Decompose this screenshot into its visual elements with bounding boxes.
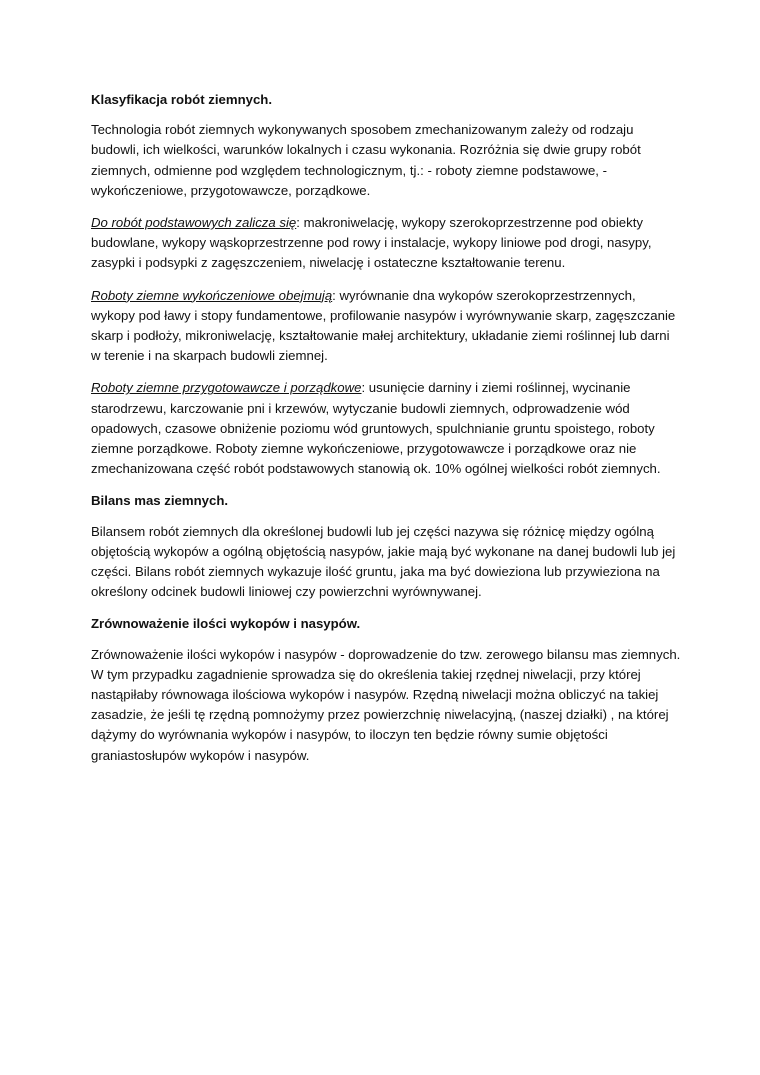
section-heading-zrownowazenie: Zrównoważenie ilości wykopów i nasypów. <box>91 616 361 632</box>
paragraph-zrownowazenie-text: Zrównoważenie ilości wykopów i nasypów - doprowadzenie do tzw. zerowego bilansu mas ziemnych. W tym przypadku zagadnienie sprowadza się do określenia takiej rzędnej niwelacji, przy której nastąpiłaby równowaga ilościowa wykopów i nasypów. Rzędną niwelacji można obliczyć na takiej zasadzie, że jeśli tę rzędną pomnożymy przez powierzchnię niwelacyjną, (naszej działki) , na której dążymy do wyrównania wykopów i nasypów, to iloczyn ten będzie równy sumie objętości graniastosłupów wykopów i nasypów. <box>91 646 681 763</box>
paragraph-text-podstawowe: : makroniwelację, wykopy szerokoprzestrzenne pod obiekty budowlane, wykopy wąskoprzestrzenne pod rowy i instalacje, wykopy liniowe pod drogi, nasypy, zasypki i podsypki z zagęszczeniem, niwelację i ostateczne kształtowanie terenu. <box>91 215 652 271</box>
paragraph-bilans-text: Bilansem robót ziemnych dla określonej budowli lub jej części nazywa się różnicę między ogólną objętością wykopów a ogólną objętością nasypów, jakie mają być wykonane na danej budowli lub jej części. Bilans robót ziemnych wykazuje ilość gruntu, jaka ma być dowieziona lub przywieziona na określony odcinek budowli liniowej czy powierzchni wyrównywanej. <box>91 523 676 600</box>
paragraph-bilans <box>91 522 681 603</box>
section-heading-klasyfikacja: Klasyfikacja robót ziemnych. <box>91 92 273 107</box>
paragraph-text-wykonczeniowe: : wyrównanie dna wykopów szerokoprzestrzennych, wykopy pod ławy i stopy fundamentowe, profilowanie nasypów i wyrównywanie skarp, zagęszczanie skarp i podłoży, mikroniwelację, kształtowanie małej architektury, układanie ziemi roślinnej lub darni w terenie i na skarpach budowli ziemnej. <box>91 287 676 364</box>
section-heading-bilans: Bilans mas ziemnych. <box>91 493 229 509</box>
paragraph-roboty-podstawowe <box>91 213 681 274</box>
paragraph-lead-wykonczeniowe: Roboty ziemne wykończeniowe obejmują <box>91 287 333 303</box>
paragraph-lead-podstawowe: Do robót podstawowych zalicza się <box>91 215 297 231</box>
paragraph-roboty-przygotowawcze <box>91 378 681 479</box>
paragraph-text-przygotowawcze: : usunięcie darniny i ziemi roślinnej, wycinanie starodrzewu, karczowanie pni i krzewów, wytyczanie budowli ziemnych, odprowadzenie wód opadowych, czasowe obniżenie poziomu wód gruntowych, spulchnianie gruntu spoistego, roboty ziemne porządkowe. Roboty ziemne wykończeniowe, przygotowawcze i porządkowe oraz nie zmechanizowana część robót podstawowych stanowią ok. 10% ogólnej wielkości robót ziemnych. <box>91 380 661 477</box>
document-page <box>91 90 681 778</box>
paragraph-intro-text: Technologia robót ziemnych wykonywanych sposobem zmechanizowanym zależy od rodzaju budowli, ich wielkości, warunków lokalnych i czasu wykonania. Rozróżnia się dwie grupy robót ziemnych, odmienne pod względem technologicznym, tj.: - roboty ziemne podstawowe, - wykończeniowe, przygotowawcze, porządkowe. <box>91 122 641 198</box>
paragraph-zrownowazenie <box>91 645 681 766</box>
paragraph-intro <box>91 120 681 201</box>
paragraph-roboty-wykonczeniowe <box>91 286 681 367</box>
paragraph-lead-przygotowawcze: Roboty ziemne przygotowawcze i porządkowe <box>91 380 362 396</box>
